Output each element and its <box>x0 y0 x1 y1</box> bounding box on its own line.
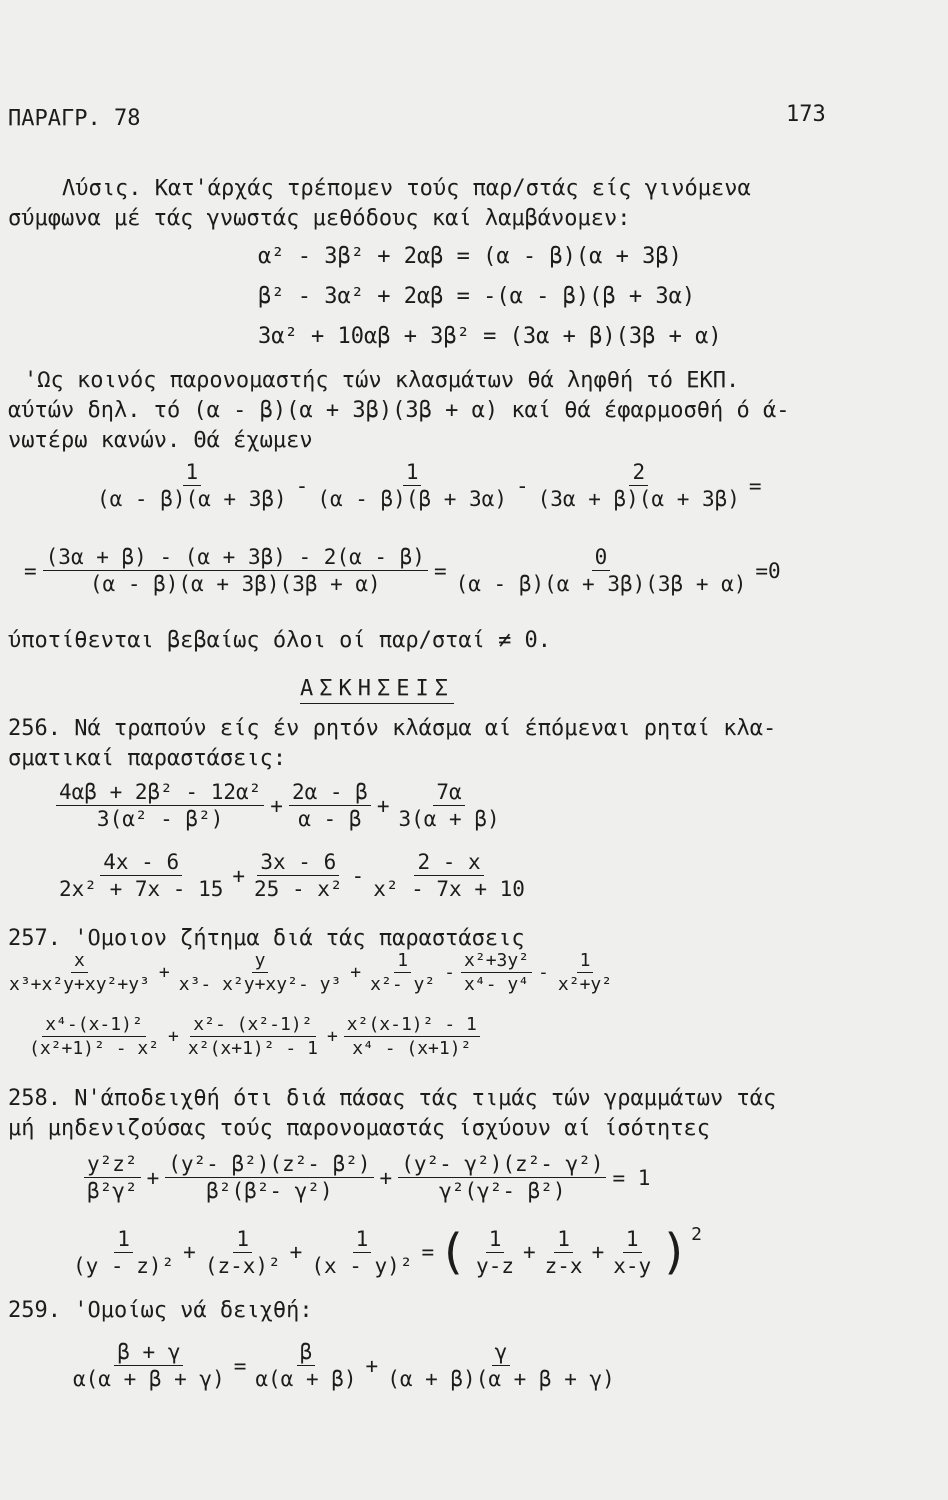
fraction: $\frac{0}{(\alpha - \beta)(\alpha + 3\beta)(3\beta + \alpha)}$ <box>455 545 747 596</box>
fraction: $\frac{\text{(y²- β²)(z²- β²)}}{\text{β²(β²- γ²)}}$ <box>165 1152 373 1203</box>
fraction: $\frac{1}{\text{(y - z)²}}$ <box>73 1226 175 1278</box>
text-line: ύποτίθενται βεβαίως όλοι οί παρ/σταί ≠ 0. <box>8 628 552 653</box>
text-line: μή μηδενιζούσας τούς παρονομαστάς ίσχύουν αί ίσότητες <box>8 1116 710 1141</box>
fraction: $\frac{1}{z-x}$ <box>544 1226 583 1278</box>
fraction: $\frac{1}{x-y}$ <box>613 1226 652 1278</box>
fraction: $\frac{\beta + \gamma}{\alpha(\alpha + \beta + \gamma)}$ <box>73 1340 225 1391</box>
fraction: $\frac{2}{(3\alpha + \beta)(\alpha + 3\beta)}$ <box>537 460 740 511</box>
equation: 3α² + 10αβ + 3β² = (3α + β)(3β + α) <box>258 324 722 349</box>
exponent: 2 <box>691 1224 702 1245</box>
fraction-expression: $\frac{\text{4αβ + 2β² - 12α²}}{\text{3(α² - β²)}}$ + $\frac{2\alpha - \beta}{\alpha - \beta}$ + $\frac{7\alpha}{3(\alpha + \beta)}$ <box>52 780 507 831</box>
fraction: $\frac{\text{y²z²}}{\text{β²γ²}}$ <box>84 1152 141 1203</box>
fraction-identity: $\frac{\beta + \gamma}{\alpha(\alpha + \beta + \gamma)}$ = $\frac{\beta}{\alpha(\alpha + \beta)}$ + $\frac{\gamma}{(\alpha + \beta)(\alpha + \beta + \gamma)}$ <box>66 1340 622 1391</box>
fraction: $\frac{4x - 6}{\text{2x² + 7x - 15}}$ <box>59 850 224 901</box>
fraction: $\frac{\gamma}{(\alpha + \beta)(\alpha + \beta + \gamma)}$ <box>387 1340 615 1391</box>
fraction: $\frac{\text{x²(x-1)² - 1}}{\text{x⁴ - (x+1)²}}$ <box>344 1014 480 1059</box>
fraction-expression: $\frac{\text{x⁴-(x-1)²}}{\text{(x²+1)² - x²}}$ + $\frac{\text{x²- (x²-1)²}}{\text{x²(x+1)² - 1}}$ + $\frac{\text{x²(x-1)² - 1}}{\text{x⁴ - (x+1)²}}$ <box>22 1014 484 1059</box>
fraction: $\frac{1}{\text{x²- y²}}$ <box>370 950 436 995</box>
fraction: $\frac{x}{\text{x³+x²y+xy²+y³}}$ <box>9 950 150 995</box>
section-header: ΠΑΡΑΓΡ. 78 <box>8 106 141 131</box>
fraction: $\frac{(3\alpha + \beta) - (\alpha + 3\beta) - 2(\alpha - \beta)}{(\alpha - \beta)(\alpha + 3\beta)(3\beta + \alpha)}$ <box>43 545 428 596</box>
text-line: 'Ως κοινός παρονομαστής τών κλασμάτων θά ληφθή τό ΕΚΠ. <box>24 368 740 393</box>
fraction: $\frac{y}{\text{x³- x²y+xy²- y³}}$ <box>178 950 342 995</box>
text-line: σματικαί παραστάσεις: <box>8 746 287 771</box>
equation: β² - 3α² + 2αβ = -(α - β)(β + 3α) <box>258 284 696 309</box>
fraction: $\frac{3x - 6}{\text{25 - x²}}$ <box>254 850 343 901</box>
exercise-258: 258. Ν'άποδειχθή ότι διά πάσας τάς τιμάς τών γραμμάτων τάς <box>8 1086 777 1111</box>
fraction: $\frac{1}{y-z}$ <box>476 1226 514 1278</box>
fraction: $\frac{7\alpha}{3(\alpha + \beta)}$ <box>398 780 500 831</box>
text-line: σύμφωνα μέ τάς γνωστάς μεθόδους καί λαμβάνομεν: <box>8 206 631 231</box>
fraction: $\frac{1}{\text{(z-x)²}}$ <box>204 1226 281 1278</box>
fraction-identity: $\frac{1}{\text{(y - z)²}}$ + $\frac{1}{\text{(z-x)²}}$ + $\frac{1}{\text{(x - y)²}}$ =( $\frac{1}{y-z}$ + $\frac{1}{z-x}$ + $\frac{1}{x-y}$ ) $^2$ <box>66 1224 702 1280</box>
fraction-identity: $\frac{\text{y²z²}}{\text{β²γ²}}$ + $\frac{\text{(y²- β²)(z²- β²)}}{\text{β²(β²- γ²)}}$ + $\frac{\text{(y²- γ²)(z²- γ²)}}{\text{γ²(γ²- β²)}}$ = 1 <box>80 1152 652 1203</box>
exercise-259: 259. 'Ομοίως νά δειχθή: <box>8 1298 313 1323</box>
equation: α² - 3β² + 2αβ = (α - β)(α + 3β) <box>258 244 682 269</box>
exercise-256: 256. Νά τραπούν είς έν ρητόν κλάσμα αί έπόμεναι ρηταί κλα- <box>8 716 777 741</box>
fraction: $\frac{\text{x⁴-(x-1)²}}{\text{(x²+1)² - x²}}$ <box>29 1014 160 1059</box>
text-line: νωτέρω κανών. Θά έχωμεν <box>8 428 313 453</box>
fraction-expression: $\frac{4x - 6}{\text{2x² + 7x - 15}}$ + $\frac{3x - 6}{\text{25 - x²}}$ - $\frac{2 - x}{\text{x² - 7x + 10}}$ <box>52 850 532 901</box>
fraction: $\frac{1}{(\alpha - \beta)(\beta + 3\alpha)}$ <box>317 460 507 511</box>
fraction: $\frac{\text{x²+3y²}}{\text{x⁴- y⁴}}$ <box>461 950 532 995</box>
page-number: 173 <box>786 102 826 127</box>
fraction: $\frac{\text{4αβ + 2β² - 12α²}}{\text{3(α² - β²)}}$ <box>56 780 264 831</box>
fraction-equation: $\frac{1}{(\alpha - \beta)(\alpha + 3\beta)}$ - $\frac{1}{(\alpha - \beta)(\beta + 3\alpha)}$ - $\frac{2}{(3\alpha + \beta)(\alpha + 3\beta)}$ = <box>90 460 764 511</box>
fraction: $\frac{\text{(y²- γ²)(z²- γ²)}}{\text{γ²(γ²- β²)}}$ <box>398 1152 606 1203</box>
fraction: $\frac{1}{\text{x²+y²}}$ <box>557 950 613 995</box>
text-line: αύτών δηλ. τό (α - β)(α + 3β)(3β + α) καί θά έφαρμοσθή ό ά- <box>8 398 790 423</box>
fraction-expression: $\frac{x}{\text{x³+x²y+xy²+y³}}$ + $\frac{y}{\text{x³- x²y+xy²- y³}}$ + $\frac{1}{\text{x²- y²}}$ - $\frac{\text{x²+3y²}}{\text{x⁴- y⁴}}$ - $\frac{1}{\text{x²+y²}}$ <box>2 950 619 995</box>
fraction: $\frac{2 - x}{\text{x² - 7x + 10}}$ <box>373 850 525 901</box>
section-heading: ΑΣΚΗΣΕΙΣ <box>300 676 454 704</box>
fraction: $\frac{2\alpha - \beta}{\alpha - \beta}$ <box>289 780 371 831</box>
text-line: Λύσις. Κατ'άρχάς τρέπομεν τούς παρ/στάς είς γινόμενα <box>62 176 751 201</box>
exercise-257: 257. 'Ομοιον ζήτημα διά τάς παραστάσεις <box>8 926 525 951</box>
fraction: $\frac{1}{\text{(x - y)²}}$ <box>311 1226 413 1278</box>
fraction-equation: = $\frac{(3\alpha + \beta) - (\alpha + 3\beta) - 2(\alpha - \beta)}{(\alpha - \beta)(\alpha + 3\beta)(3\beta + \alpha)}$ = $\frac{0}{(\alpha - \beta)(\alpha + 3\beta)(3\beta + \alpha)}$ =0 <box>24 545 781 596</box>
fraction: $\frac{\text{x²- (x²-1)²}}{\text{x²(x+1)² - 1}}$ <box>187 1014 318 1059</box>
fraction: $\frac{\beta}{\alpha(\alpha + \beta)}$ <box>255 1340 357 1391</box>
fraction: $\frac{1}{(\alpha - \beta)(\alpha + 3\beta)}$ <box>97 460 287 511</box>
